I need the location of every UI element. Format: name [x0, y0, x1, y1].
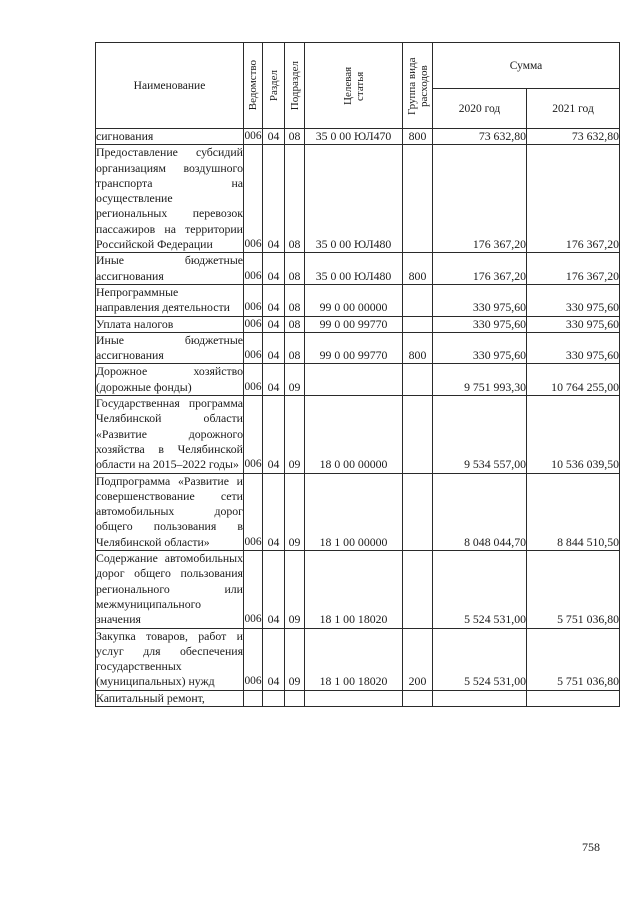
row-podrazdel: 09 [285, 396, 305, 473]
row-sum-2020: 9 534 557,00 [433, 396, 527, 473]
row-sum-2021: 176 367,20 [527, 253, 620, 285]
row-target-article: 18 1 00 18020 [305, 628, 403, 690]
table-row [96, 129, 620, 145]
row-sum-2021: 5 751 036,80 [527, 551, 620, 628]
row-podrazdel: 08 [285, 316, 305, 332]
row-target-article: 35 0 00 ЮЛ480 [305, 253, 403, 285]
header-vedomstvo: Ведомство [244, 43, 263, 129]
row-razdel: 04 [263, 253, 285, 285]
row-razdel: 04 [263, 396, 285, 473]
row-target-article: 99 0 00 99770 [305, 332, 403, 364]
row-expense-group: 800 [403, 332, 433, 364]
row-razdel: 04 [263, 332, 285, 364]
table-row [96, 253, 620, 285]
table-row [96, 551, 620, 628]
table-row [96, 364, 620, 396]
row-expense-group [403, 284, 433, 316]
row-sum-2020: 330 975,60 [433, 284, 527, 316]
row-sum-2021: 330 975,60 [527, 284, 620, 316]
row-vedomstvo: 006 [244, 628, 263, 690]
row-name: сигнования [96, 129, 244, 145]
row-sum-2021: 10 764 255,00 [527, 364, 620, 396]
row-expense-group [403, 690, 433, 706]
row-target-article [305, 690, 403, 706]
row-expense-group [403, 473, 433, 550]
row-vedomstvo: 006 [244, 473, 263, 550]
row-target-article: 99 0 00 00000 [305, 284, 403, 316]
row-name: Дорожное хозяйство (дорожные фонды) [96, 364, 243, 394]
row-sum-2020: 330 975,60 [433, 316, 527, 332]
row-sum-2021: 73 632,80 [527, 129, 620, 145]
row-expense-group: 800 [403, 129, 433, 145]
row-sum-2021: 8 844 510,50 [527, 473, 620, 550]
table-row [96, 145, 620, 253]
header-name: Наименование [96, 43, 244, 129]
row-vedomstvo: 006 [244, 332, 263, 364]
row-sum-2021: 330 975,60 [527, 332, 620, 364]
row-sum-2020: 5 524 531,00 [433, 551, 527, 628]
row-razdel: 04 [263, 551, 285, 628]
row-vedomstvo: 006 [244, 364, 263, 396]
row-podrazdel: 09 [285, 473, 305, 550]
header-year-2020: 2020 год [433, 89, 527, 129]
row-target-article: 18 0 00 00000 [305, 396, 403, 473]
row-razdel [263, 690, 285, 706]
row-sum-2020: 176 367,20 [433, 253, 527, 285]
row-sum-2020: 176 367,20 [433, 145, 527, 253]
row-podrazdel: 08 [285, 145, 305, 253]
row-name: Уплата налогов [96, 316, 244, 332]
row-target-article: 35 0 00 ЮЛ480 [305, 145, 403, 253]
row-target-article: 35 0 00 ЮЛ470 [305, 129, 403, 145]
row-podrazdel: 09 [285, 551, 305, 628]
row-razdel: 04 [263, 364, 285, 396]
row-vedomstvo: 006 [244, 129, 263, 145]
row-razdel: 04 [263, 145, 285, 253]
row-sum-2020: 8 048 044,70 [433, 473, 527, 550]
row-vedomstvo [244, 690, 263, 706]
row-sum-2020: 73 632,80 [433, 129, 527, 145]
row-podrazdel: 09 [285, 364, 305, 396]
row-target-article: 18 1 00 18020 [305, 551, 403, 628]
row-podrazdel: 08 [285, 332, 305, 364]
budget-table [95, 42, 620, 707]
row-podrazdel [285, 690, 305, 706]
row-name: Закупка товаров, работ и услуг для обеспечения государственных (муниципальных) нужд [96, 628, 243, 689]
row-expense-group [403, 316, 433, 332]
row-vedomstvo: 006 [244, 551, 263, 628]
row-sum-2021: 5 751 036,80 [527, 628, 620, 690]
row-razdel: 04 [263, 628, 285, 690]
row-expense-group: 200 [403, 628, 433, 690]
header-target-article: Целевая статья [305, 43, 403, 129]
row-sum-2020 [433, 690, 527, 706]
row-expense-group [403, 551, 433, 628]
row-podrazdel: 08 [285, 284, 305, 316]
row-name: Государственная программа Челябинской области «Развитие дорожного хозяйства в Челябинской области на 2015–2022 годы» [96, 396, 243, 472]
row-name: Предоставление субсидий организациям воздушного транспорта на осуществление региональных перевозок пассажиров на территории Российской Федерации [96, 145, 243, 252]
row-name: Иные бюджетные ассигнования [96, 253, 243, 283]
row-razdel: 04 [263, 129, 285, 145]
header-razdel: Раздел [263, 43, 285, 129]
row-sum-2021: 330 975,60 [527, 316, 620, 332]
table-row [96, 316, 620, 332]
row-razdel: 04 [263, 284, 285, 316]
row-podrazdel: 08 [285, 129, 305, 145]
table-row [96, 396, 620, 473]
header-year-2021: 2021 год [527, 89, 620, 129]
row-sum-2021 [527, 690, 620, 706]
row-podrazdel: 09 [285, 628, 305, 690]
table-row [96, 690, 620, 706]
header-expense-group: Группа вида расходов [403, 43, 433, 129]
row-expense-group [403, 364, 433, 396]
row-expense-group [403, 145, 433, 253]
row-sum-2020: 5 524 531,00 [433, 628, 527, 690]
header-podrazdel: Подраздел [285, 43, 305, 129]
table-row [96, 284, 620, 316]
row-sum-2021: 10 536 039,50 [527, 396, 620, 473]
row-target-article [305, 364, 403, 396]
row-sum-2021: 176 367,20 [527, 145, 620, 253]
row-name: Непрограммные направления деятельности [96, 284, 244, 316]
row-target-article: 99 0 00 99770 [305, 316, 403, 332]
row-name: Содержание автомобильных дорог общего пользования регионального или межмуниципального значения [96, 551, 243, 627]
table-row [96, 473, 620, 550]
row-name: Иные бюджетные ассигнования [96, 332, 243, 363]
row-expense-group [403, 396, 433, 473]
row-expense-group: 800 [403, 253, 433, 285]
row-vedomstvo: 006 [244, 253, 263, 285]
table-row [96, 332, 620, 364]
row-target-article: 18 1 00 00000 [305, 473, 403, 550]
row-vedomstvo: 006 [244, 284, 263, 316]
row-name: Подпрограмма «Развитие и совершенствование сети автомобильных дорог общего пользования в Челябинской области» [96, 473, 243, 549]
table-row [96, 628, 620, 690]
row-vedomstvo: 006 [244, 316, 263, 332]
row-sum-2020: 9 751 993,30 [433, 364, 527, 396]
row-name: Капитальный ремонт, [96, 690, 244, 706]
header-sum: Сумма [433, 43, 620, 89]
row-vedomstvo: 006 [244, 145, 263, 253]
row-razdel: 04 [263, 473, 285, 550]
row-podrazdel: 08 [285, 253, 305, 285]
row-sum-2020: 330 975,60 [433, 332, 527, 364]
row-razdel: 04 [263, 316, 285, 332]
page-number: 758 [582, 840, 600, 854]
row-vedomstvo: 006 [244, 396, 263, 473]
